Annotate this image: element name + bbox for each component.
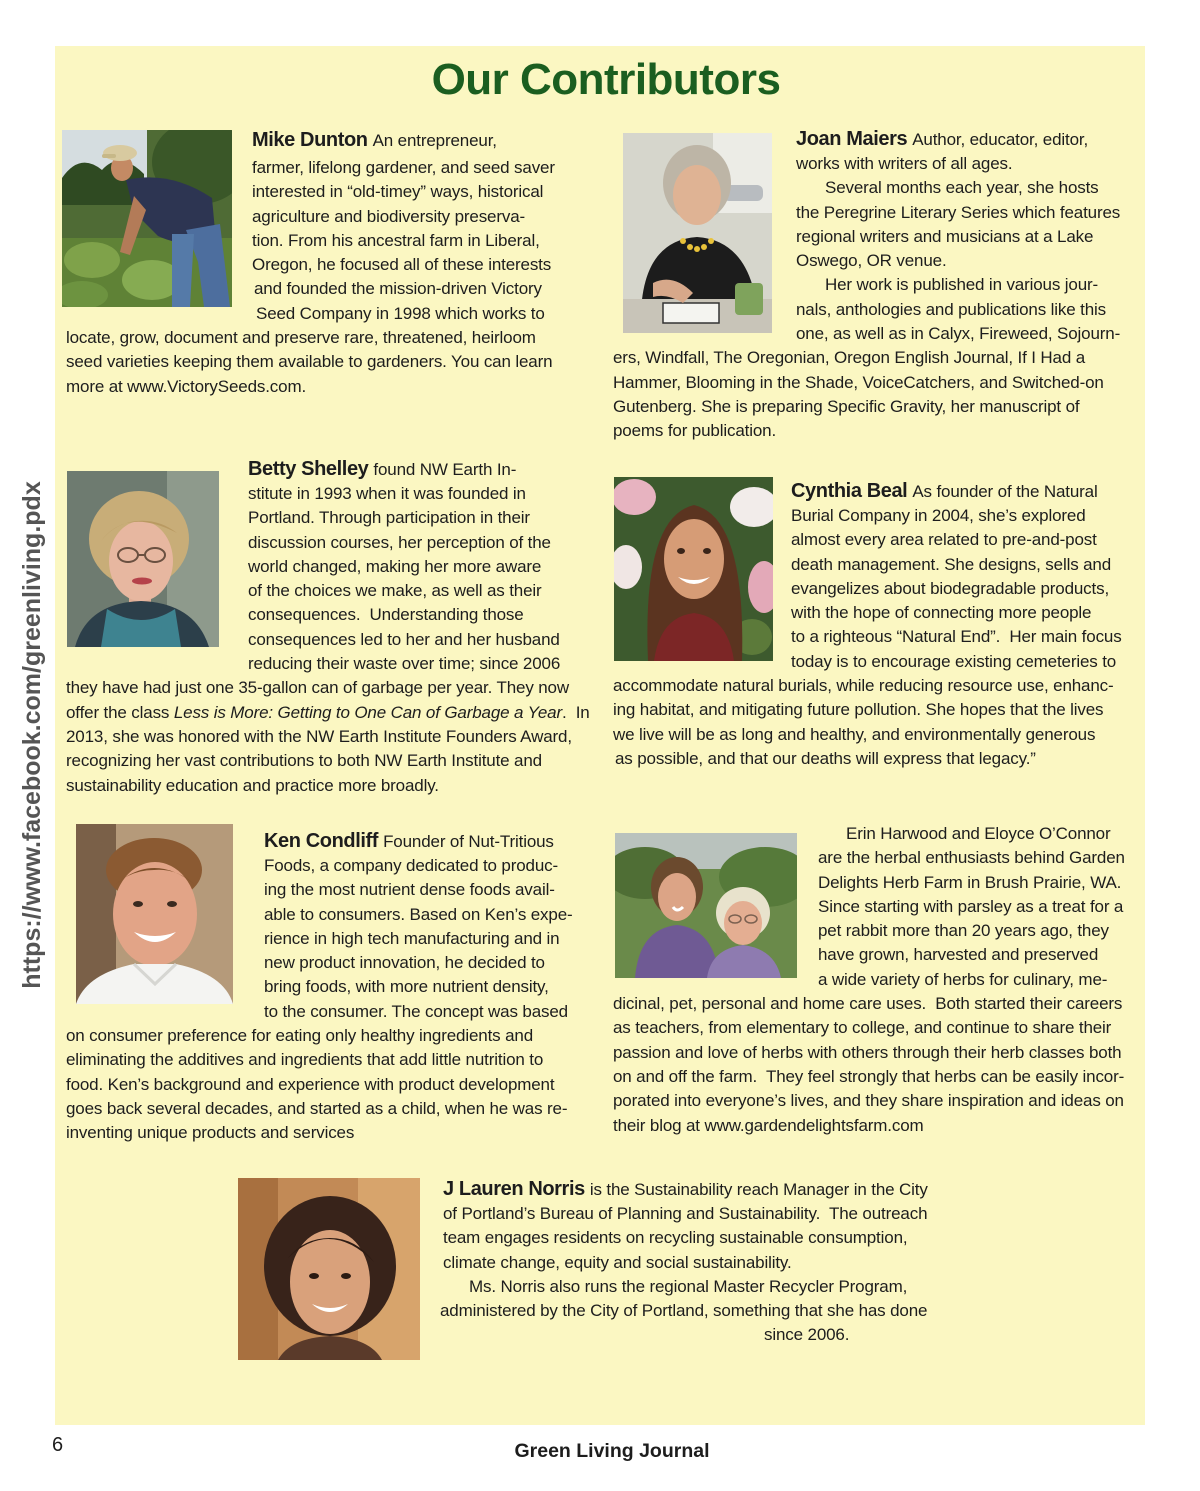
contributor-ken-condliff [66,828,573,1146]
bio-line: as possible, and that our deaths will express that legacy.” [615,748,1036,768]
bio-line: stitute in 1993 when it was founded in [248,484,526,503]
bio-line: team engages residents on recycling sustainable consumption, [443,1228,908,1248]
bio-line: ing habitat, and mitigating future pollution. She hopes that the lives [613,700,1104,720]
bio-line: to the consumer. The concept was based [264,1001,568,1021]
contributor-cynthia-beal [613,478,1122,771]
bio-text: As founder of the Natural [912,482,1098,501]
page-number: 6 [52,1434,64,1456]
bio-line: ing the most nutrient dense foods avail- [264,880,555,900]
bio-line: Gutenberg. She is preparing Specific Gravity, her manuscript of [613,396,1080,416]
bio-line [66,828,573,854]
sidebar-facebook-url: https://www.facebook.com/greenliving.pdx [18,481,46,989]
bio-line: Since starting with parsley as a treat for a [818,896,1124,916]
bio-line: on and off the farm. They feel strongly that herbs can be easily incor- [613,1066,1125,1086]
bio-line: interested in “old-timey” ways, historical [252,182,544,202]
bio-line: inventing unique products and services [66,1123,355,1143]
contributor-mike-dunton [66,124,555,399]
bio-line: able to consumers. Based on Ken’s expe- [264,904,573,924]
bio-text: found NW Earth In- [373,460,517,479]
bio-line: poems for publication. [613,421,777,441]
bio-line: have grown, harvested and preserved [818,945,1099,965]
bio-line: Portland. Through participation in their [248,508,530,528]
bio-text: offer the class [66,702,174,722]
bio-line: pet rabbit more than 20 years ago, they [818,921,1109,941]
bio-line: passion and love of herbs with others through their herb classes both [613,1042,1122,1062]
bio-line: food. Ken’s background and experience with product development [66,1074,555,1094]
bio-line: Hammer, Blooming in the Shade, VoiceCatchers, and Switched-on [613,372,1104,392]
bio-line: works with writers of all ages. [796,154,1013,173]
contributor-erin-harwood-eloyce-oconnor [613,822,1125,1138]
bio-line: are the herbal enthusiasts behind Garden [818,848,1125,868]
bio-line: locate, grow, document and preserve rare, threatened, heirloom [66,328,536,348]
bio-line: since 2006. [764,1325,850,1345]
bio-line [66,124,555,156]
bio-line: consequences. Understanding those [248,605,524,625]
bio-line: seed varieties keeping them available to gardeners. You can learn [66,352,553,372]
bio-line: rience in high tech manufacturing and in [264,928,560,948]
bio-line: sustainability education and practice more broadly. [66,775,439,795]
contributor-betty-shelley [66,456,590,798]
bio-line: Several months each year, she hosts [825,178,1099,198]
bio-line: evangelizes about biodegradable products, [791,578,1110,598]
bio-line: of the choices we make, as well as their [248,581,542,601]
bio-line: they have had just one 35-gallon can of garbage per year. They now [66,678,569,698]
contributor-name: J Lauren Norris [443,1178,585,1200]
bio-line: agriculture and biodiversity preserva- [252,206,526,226]
bio-line: one, as well as in Calyx, Fireweed, Sojourn- [796,324,1121,344]
bio-line: we live will be as long and healthy, and environmentally generous [613,724,1096,744]
bio-line: Burial Company in 2004, she’s explored [791,506,1086,525]
bio-line: farmer, lifelong gardener, and seed saver [252,158,555,177]
bio-line: dicinal, pet, personal and home care uses. Both started their careers [613,994,1123,1014]
bio-line: Her work is published in various jour- [825,275,1099,295]
bio-line: eliminating the additives and ingredients that add little nutrition to [66,1050,544,1070]
bio-line: Oswego, OR venue. [796,251,947,271]
bio-line [613,478,1122,504]
bio-line: on consumer preference for eating only healthy ingredients and [66,1026,533,1046]
bio-text: is the Sustainability reach Manager in the City [589,1180,928,1199]
bio-line: of Portland’s Bureau of Planning and Sustainability. The outreach [443,1204,928,1223]
contributor-name: Ken Condliff [264,830,379,852]
contributor-name: Mike Dunton [252,129,368,151]
bio-line: bring foods, with more nutrient density, [264,977,549,997]
bio-line: 2013, she was honored with the NW Earth Institute Founders Award, [66,726,572,746]
bio-line [66,701,590,725]
bio-text: Author, educator, editor, [912,130,1089,149]
bio-text: Founder of Nut-Tritious [383,832,554,851]
bio-line: world changed, making her more aware [248,556,542,576]
bio-line: their blog at www.gardendelightsfarm.com [613,1115,924,1135]
bio-line: the Peregrine Literary Series which features [796,202,1121,222]
class-title: Less is More: Getting to One Can of Garbage a Year [173,702,562,722]
footer-publication-title: Green Living Journal [514,1440,710,1462]
contributor-name: Joan Maiers [796,128,908,150]
bio-line: goes back several decades, and started as a child, when he was re- [66,1098,568,1118]
bio-line: Oregon, he focused all of these interests [252,255,552,275]
bio-line [440,1176,928,1202]
contributor-j-lauren-norris [440,1176,928,1348]
bio-line: reducing their waste over time; since 2006 [248,654,561,674]
bio-line: Delights Herb Farm in Brush Prairie, WA. [818,872,1122,892]
bio-line: climate change, equity and social sustainability. [443,1252,792,1272]
bio-line: recognizing her vast contributions to both NW Earth Institute and [66,751,542,771]
bio-line: as teachers, from elementary to college, and continue to share their [613,1018,1112,1038]
bio-line: with the hope of connecting more people [791,603,1092,623]
contributor-name: Cynthia Beal [791,480,908,502]
bio-line [66,456,590,482]
page-title: Our Contributors [431,55,781,104]
bio-line: ers, Windfall, The Oregonian, Oregon English Journal, If I Had a [613,348,1086,368]
bio-line: to a righteous “Natural End”. Her main focus [791,627,1122,647]
bio-line: Ms. Norris also runs the regional Master Recycler Program, [469,1276,908,1296]
bio-line: Foods, a company dedicated to produc- [264,856,559,875]
bio-line: porated into everyone’s lives, and they share inspiration and ideas on [613,1091,1124,1111]
bio-text: An entrepreneur, [372,131,497,150]
bio-line: discussion courses, her perception of the [248,532,551,552]
bio-text: . In [561,702,590,722]
bio-line: more at www.VictorySeeds.com. [66,376,307,396]
bio-line [613,126,1120,152]
bio-line: and founded the mission-driven Victory [254,279,542,299]
bio-line: a wide variety of herbs for culinary, me- [818,969,1108,989]
bio-line: nals, anthologies and publications like this [796,299,1106,319]
photo-j-lauren-norris [238,1178,420,1360]
bio-line: almost every area related to pre-and-post [791,530,1097,550]
bio-line: accommodate natural burials, while reducing resource use, enhanc- [613,676,1114,696]
bio-line: today is to encourage existing cemeteries to [791,651,1117,671]
bio-line: consequences led to her and her husband [248,629,560,649]
bio-line: new product innovation, he decided to [264,953,545,973]
bio-line: death management. She designs, sells and [791,554,1112,574]
bio-line: regional writers and musicians at a Lake [796,226,1094,246]
bio-line: Seed Company in 1998 which works to [256,303,545,323]
bio-line: Erin Harwood and Eloyce O’Connor [846,824,1111,843]
contributor-name: Betty Shelley [248,458,369,480]
bio-line: administered by the City of Portland, something that she has done [440,1301,928,1321]
bio-line: tion. From his ancestral farm in Liberal, [252,230,540,250]
contributor-joan-maiers [613,126,1120,444]
